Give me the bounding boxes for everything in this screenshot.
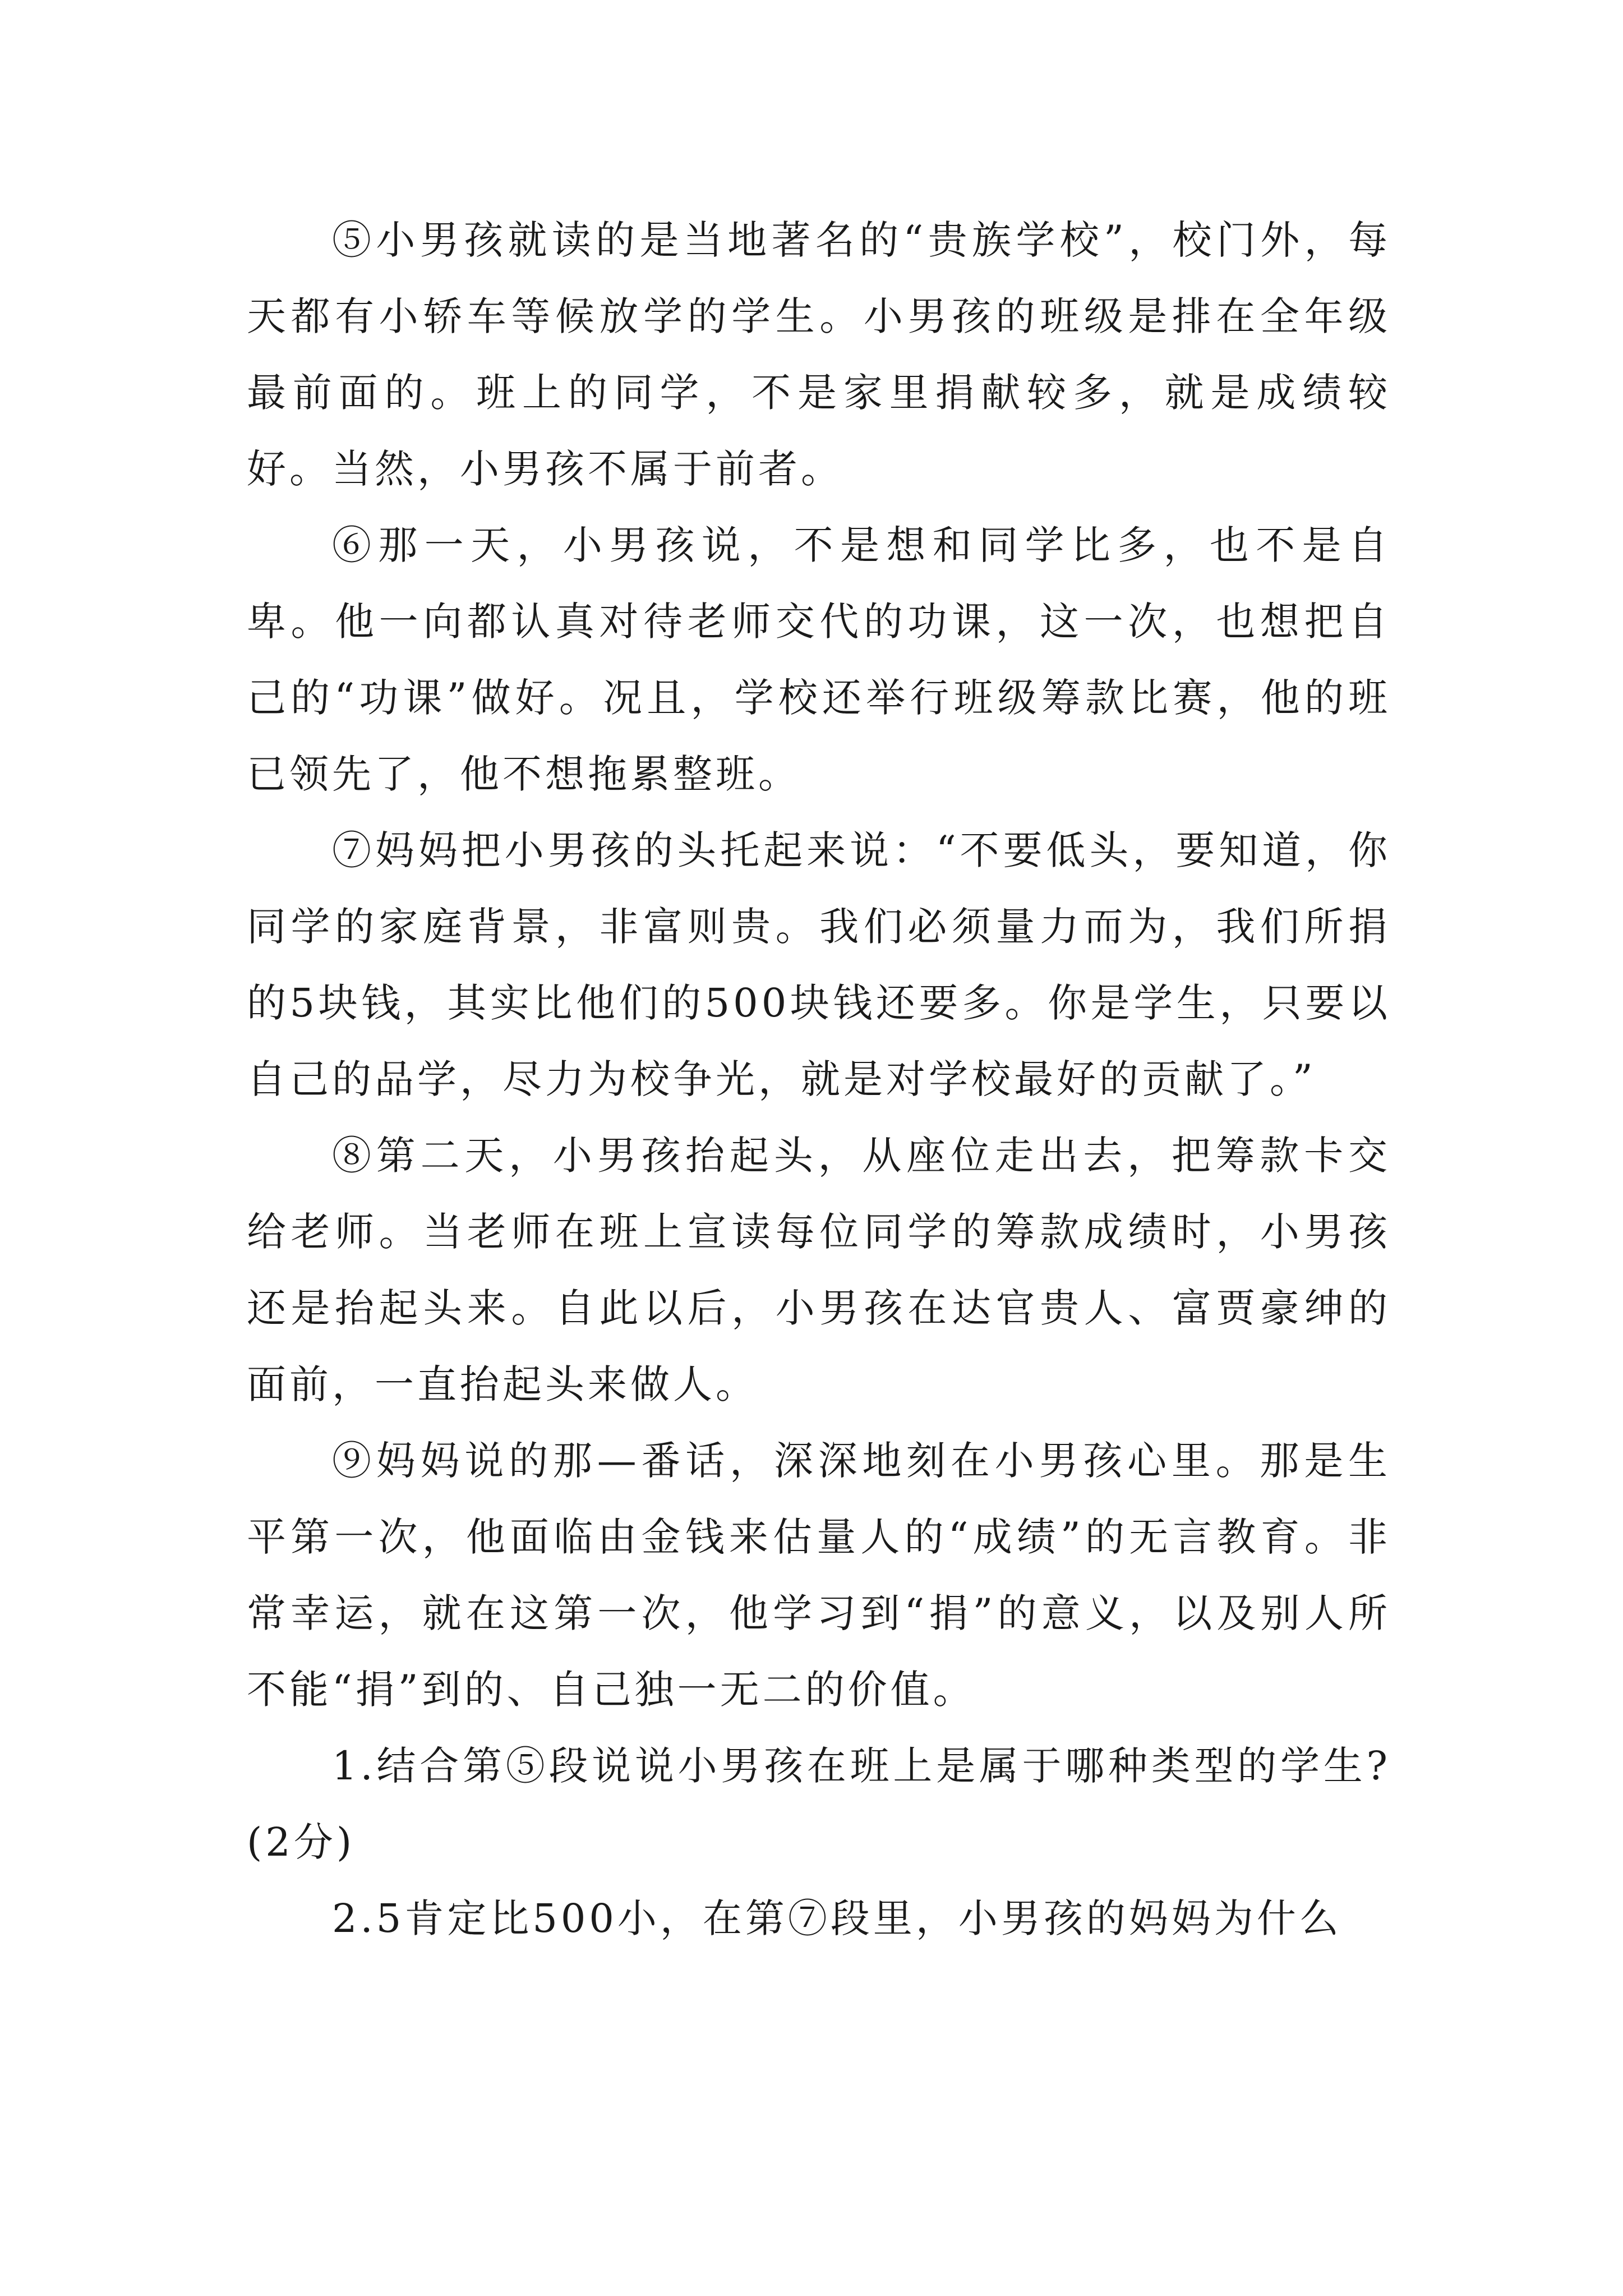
paragraph-8: ⑧第二天，小男孩抬起头，从座位走出去，把筹款卡交给老师。当老师在班上宣读每位同学的筹款成绩时，小男孩还是抬起头来。自此以后，小男孩在达官贵人、富贾豪绅的面前，一直抬起头来做人。 [247,1133,1391,1407]
paragraph-9: ⑨妈妈说的那—番话，深深地刻在小男孩心里。那是生平第一次，他面临由金钱来估量人的“成绩”的无言教育。非常幸运，就在这第一次，他学习到“捐”的意义，以及别人所不能“捐”到的、自己独一无二的价值。 [247,1438,1391,1713]
question-1: 1.结合第⑤段说说小男孩在班上是属于哪种类型的学生?(2分) [247,1743,1391,1865]
paragraph-7: ⑦妈妈把小男孩的头托起来说：“不要低头，要知道，你同学的家庭背景，非富则贵。我们必须量力而为，我们所捐的5块钱，其实比他们的500块钱还要多。你是学生，只要以自己的品学，尽力为校争光，就是对学校最好的贡献了。” [247,827,1391,1102]
paragraph-6: ⑥那一天，小男孩说，不是想和同学比多，也不是自卑。他一向都认真对待老师交代的功课，这一次，也想把自己的“功课”做好。况且，学校还举行班级筹款比赛，他的班已领先了，他不想拖累整班。 [247,522,1391,797]
document-body [247,202,1391,1957]
question-2: 2.5肯定比500小，在第⑦段里，小男孩的妈妈为什么 [332,1895,1342,1941]
paragraph-5: ⑤小男孩就读的是当地著名的“贵族学校”，校门外，每天都有小轿车等候放学的学生。小男孩的班级是排在全年级最前面的。班上的同学，不是家里捐献较多，就是成绩较好。当然，小男孩不属于前者。 [247,217,1391,492]
